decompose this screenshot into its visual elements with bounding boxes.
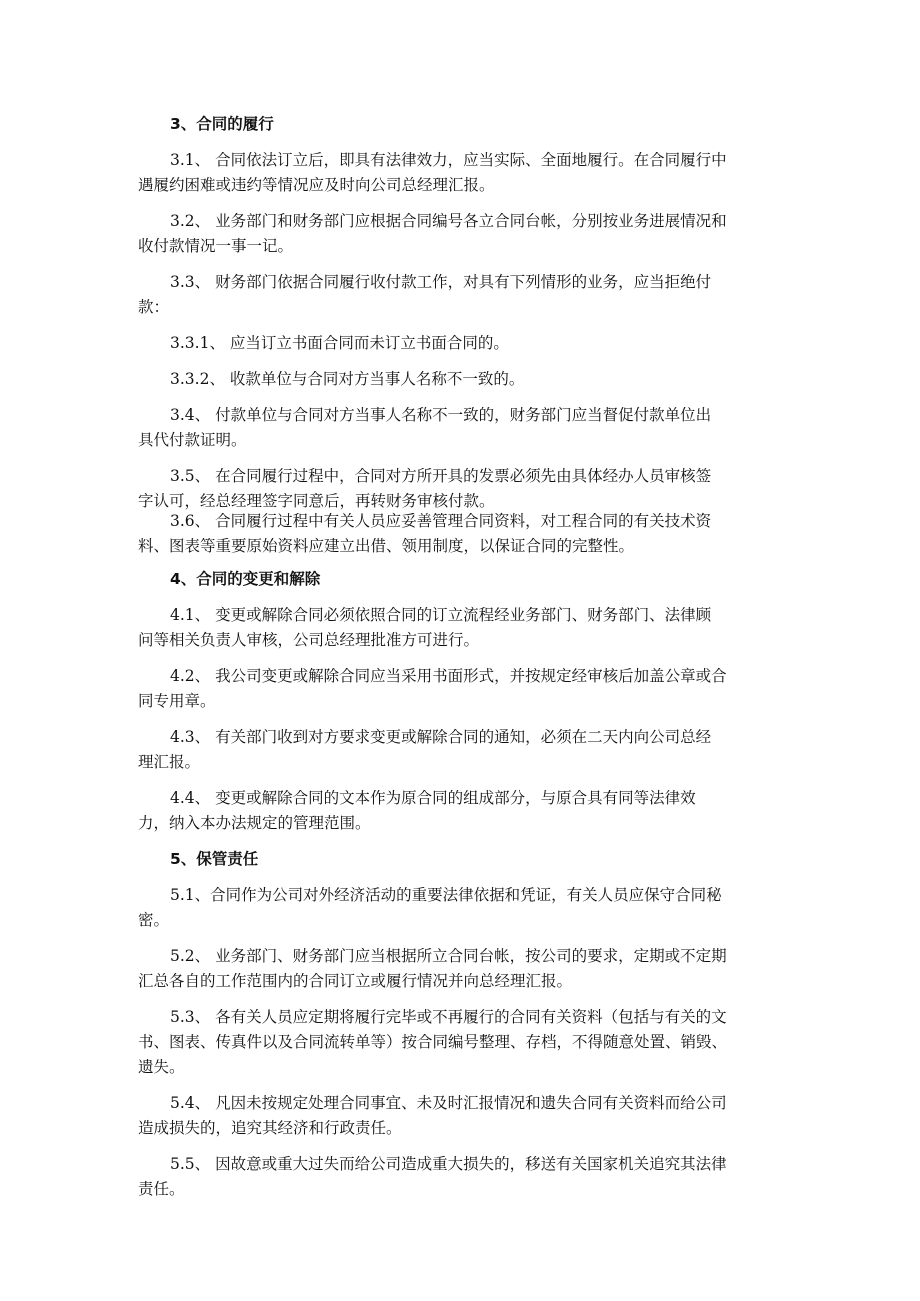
- paragraph-line: 3.1、 合同依法订立后，即具有法律效力，应当实际、全面地履行。在合同履行中: [170, 151, 727, 169]
- paragraph-line: 遗失。: [138, 1058, 185, 1076]
- paragraph-line: 5.2、 业务部门、财务部门应当根据所立合同台帐，按公司的要求，定期或不定期: [170, 947, 727, 965]
- paragraph-3-5: [138, 464, 788, 514]
- paragraph-3-3-1: [138, 331, 788, 356]
- paragraph-line: 造成损失的，追究其经济和行政责任。: [138, 1119, 402, 1137]
- paragraph-line: 5.5、 因故意或重大过失而给公司造成重大损失的，移送有关国家机关追究其法律: [170, 1155, 727, 1173]
- paragraph-3-1: [138, 148, 788, 198]
- paragraph-5-4: [138, 1091, 788, 1141]
- paragraph-line: 力，纳入本办法规定的管理范围。: [138, 814, 371, 832]
- section-heading-4: [138, 567, 788, 592]
- paragraph-3-2: [138, 209, 788, 259]
- paragraph-line: 5.4、 凡因未按规定处理合同事宜、未及时汇报情况和遗失合同有关资料而给公司: [170, 1094, 727, 1112]
- paragraph-line: 5.3、 各有关人员应定期将履行完毕或不再履行的合同有关资料（包括与有关的文: [170, 1008, 727, 1026]
- heading-text: 5、保管责任: [170, 850, 259, 868]
- paragraph-line: 3.2、 业务部门和财务部门应根据合同编号各立合同台帐，分别按业务进展情况和: [170, 212, 727, 230]
- paragraph-4-4: [138, 786, 788, 836]
- heading-text: 4、合同的变更和解除: [170, 570, 321, 588]
- paragraph-5-5: [138, 1152, 788, 1202]
- paragraph-line: 3.4、 付款单位与合同对方当事人名称不一致的，财务部门应当督促付款单位出: [170, 406, 712, 424]
- paragraph-line: 4.3、 有关部门收到对方要求变更或解除合同的通知，必须在二天内向公司总经: [170, 728, 712, 746]
- paragraph-3-4: [138, 403, 788, 453]
- paragraph-line: 款：: [138, 298, 170, 316]
- paragraph-line: 密。: [138, 911, 170, 929]
- paragraph-line: 问等相关负责人审核，公司总经理批准方可进行。: [138, 631, 480, 649]
- section-heading-3: [138, 112, 788, 137]
- paragraph-line: 汇总各自的工作范围内的合同订立或履行情况并向总经理汇报。: [138, 972, 573, 990]
- paragraph-line: 遇履约困难或违约等情况应及时向公司总经理汇报。: [138, 176, 495, 194]
- paragraph-line: 3.3.2、 收款单位与合同对方当事人名称不一致的。: [170, 370, 525, 388]
- paragraph-line: 5.1、合同作为公司对外经济活动的重要法律依据和凭证，有关人员应保守合同秘: [170, 886, 722, 904]
- paragraph-line: 4.4、 变更或解除合同的文本作为原合同的组成部分，与原合具有同等法律效: [170, 789, 696, 807]
- paragraph-line: 3.3、 财务部门依据合同履行收付款工作，对具有下列情形的业务，应当拒绝付: [170, 273, 712, 291]
- paragraph-5-3: [138, 1005, 788, 1080]
- paragraph-line: 料、图表等重要原始资料应建立出借、领用制度，以保证合同的完整性。: [138, 537, 635, 555]
- paragraph-line: 收付款情况一事一记。: [138, 237, 294, 255]
- paragraph-3-3-2: [138, 367, 788, 392]
- paragraph-4-2: [138, 664, 788, 714]
- paragraph-line: 责任。: [138, 1180, 185, 1198]
- paragraph-5-2: [138, 944, 788, 994]
- paragraph-line: 理汇报。: [138, 753, 201, 771]
- paragraph-line: 4.2、 我公司变更或解除合同应当采用书面形式，并按规定经审核后加盖公章或合: [170, 667, 727, 685]
- paragraph-line: 字认可，经总经理签字同意后，再转财务审核付款。: [138, 492, 495, 510]
- paragraph-3-6: [138, 509, 788, 559]
- paragraph-4-3: [138, 725, 788, 775]
- paragraph-4-1: [138, 603, 788, 653]
- paragraph-5-1: [138, 883, 788, 933]
- paragraph-line: 3.6、 合同履行过程中有关人员应妥善管理合同资料，对工程合同的有关技术资: [170, 512, 712, 530]
- paragraph-line: 同专用章。: [138, 692, 216, 710]
- section-heading-5: [138, 847, 788, 872]
- paragraph-3-3: [138, 270, 788, 320]
- heading-text: 3、合同的履行: [170, 115, 274, 133]
- paragraph-line: 具代付款证明。: [138, 431, 247, 449]
- paragraph-line: 3.5、 在合同履行过程中，合同对方所开具的发票必须先由具体经办人员审核签: [170, 467, 712, 485]
- paragraph-line: 书、图表、传真件以及合同流转单等）按合同编号整理、存档，不得随意处置、销毁、: [138, 1033, 728, 1051]
- paragraph-line: 4.1、 变更或解除合同必须依照合同的订立流程经业务部门、财务部门、法律顾: [170, 606, 712, 624]
- paragraph-line: 3.3.1、 应当订立书面合同而未订立书面合同的。: [170, 334, 509, 352]
